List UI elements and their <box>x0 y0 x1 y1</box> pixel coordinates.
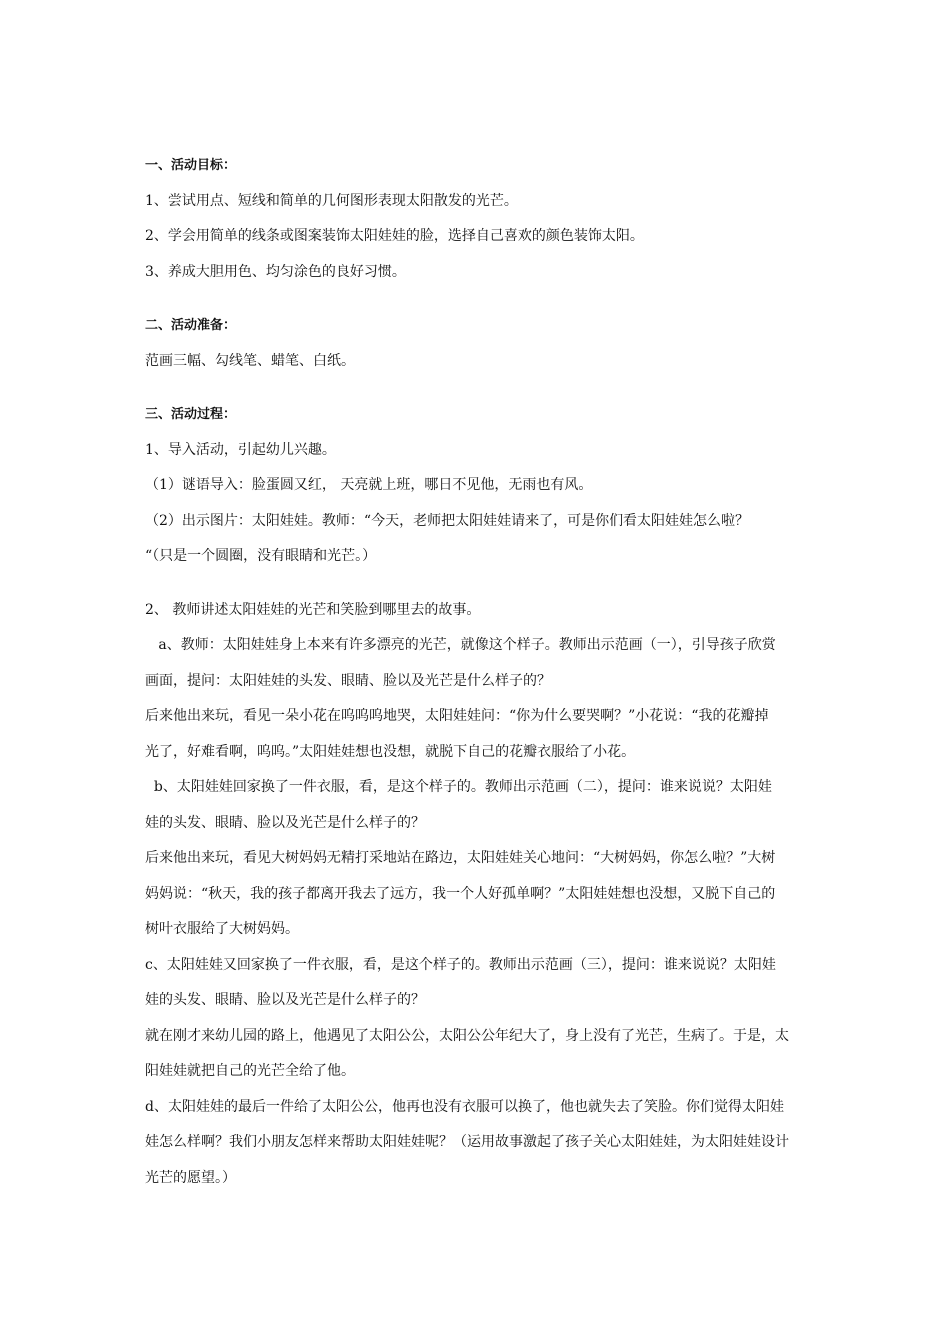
step1-sub1: （1）谜语导入：脸蛋圆又红， 天亮就上班，哪日不见他，无雨也有风。 <box>145 477 593 493</box>
section-heading-preparation: 二、活动准备： <box>145 318 237 333</box>
story-line: 阳娃娃就把自己的光芒全给了他。 <box>145 1063 355 1079</box>
spacer <box>145 290 810 308</box>
story-line: 树叶衣服给了大树妈妈。 <box>145 921 299 937</box>
step1-sub2-line1: （2）出示图片：太阳娃娃。教师：“今天，老师把太阳娃娃请来了，可是你们看太阳娃娃怎么啦？ <box>145 512 750 529</box>
story-line: 光了，好难看啊，呜呜。”太阳娃娃想也没想，就脱下自己的花瓣衣服给了小花。 <box>145 743 636 760</box>
story-line: 后来他出来玩，看见大树妈妈无精打采地站在路边，太阳娃娃关心地问：“大树妈妈，你怎么啦？”大树 <box>145 850 776 866</box>
section-heading-goals: 一、活动目标： <box>145 158 237 173</box>
goal-item-2: 2、学会用简单的线条或图案装饰太阳娃娃的脸，选择自己喜欢的颜色装饰太阳。 <box>145 228 644 244</box>
section-heading-process: 三、活动过程： <box>145 407 237 422</box>
story-line: a、教师：太阳娃娃身上本来有许多漂亮的光芒，就像这个样子。教师出示范画（一），引导孩子欣赏 <box>145 637 776 653</box>
story-line: 后来他出来玩，看见一朵小花在呜呜呜地哭，太阳娃娃问：“你为什么要哭啊？”小花说：“我的花瓣掉 <box>145 708 769 724</box>
story-line: c、太阳娃娃又回家换了一件衣服，看，是这个样子的。教师出示范画（三），提问：谁来说说？太阳娃 <box>145 956 776 973</box>
story-line: 光芒的愿望。） <box>145 1169 236 1186</box>
story-line: d、太阳娃娃的最后一件给了太阳公公，他再也没有衣服可以换了，他也就失去了笑脸。你们觉得太阳娃 <box>145 1098 784 1115</box>
spacer <box>145 575 810 593</box>
step1-sub2-line2: “（只是一个圆圈，没有眼睛和光芒。） <box>145 548 377 564</box>
story-line: 娃的头发、眼睛、脸以及光芒是什么样子的？ <box>145 992 425 1008</box>
goal-item-3: 3、养成大胆用色、均匀涂色的良好习惯。 <box>145 263 406 280</box>
story-line: 妈妈说：“秋天，我的孩子都离开我去了远方，我一个人好孤单啊？”太阳娃娃想也没想，又脱下自己的 <box>145 885 776 902</box>
story-line: 娃的头发、眼睛、脸以及光芒是什么样子的？ <box>145 814 425 831</box>
document-page <box>145 148 810 1196</box>
step2-title: 2、 教师讲述太阳娃娃的光芒和笑脸到哪里去的故事。 <box>145 601 481 618</box>
story-line: 娃怎么样啊？我们小朋友怎样来帮助太阳娃娃呢？（运用故事激起了孩子关心太阳娃娃，为太阳娃娃设计 <box>145 1134 789 1150</box>
story-line: b、太阳娃娃回家换了一件衣服，看，是这个样子的。教师出示范画（二），提问：谁来说说？太阳娃 <box>145 779 772 795</box>
goal-item-1: 1、尝试用点、短线和简单的几何图形表现太阳散发的光芒。 <box>145 192 518 209</box>
preparation-text: 范画三幅、勾线笔、蜡笔、白纸。 <box>145 352 355 369</box>
story-line: 就在刚才来幼儿园的路上，他遇见了太阳公公，太阳公公年纪大了，身上没有了光芒，生病了。于是，太 <box>145 1027 789 1044</box>
story-line: 画面，提问：太阳娃娃的头发、眼睛、脸以及光芒是什么样子的？ <box>145 672 551 689</box>
step1-title: 1、导入活动，引起幼儿兴趣。 <box>145 441 336 458</box>
spacer <box>145 379 810 397</box>
